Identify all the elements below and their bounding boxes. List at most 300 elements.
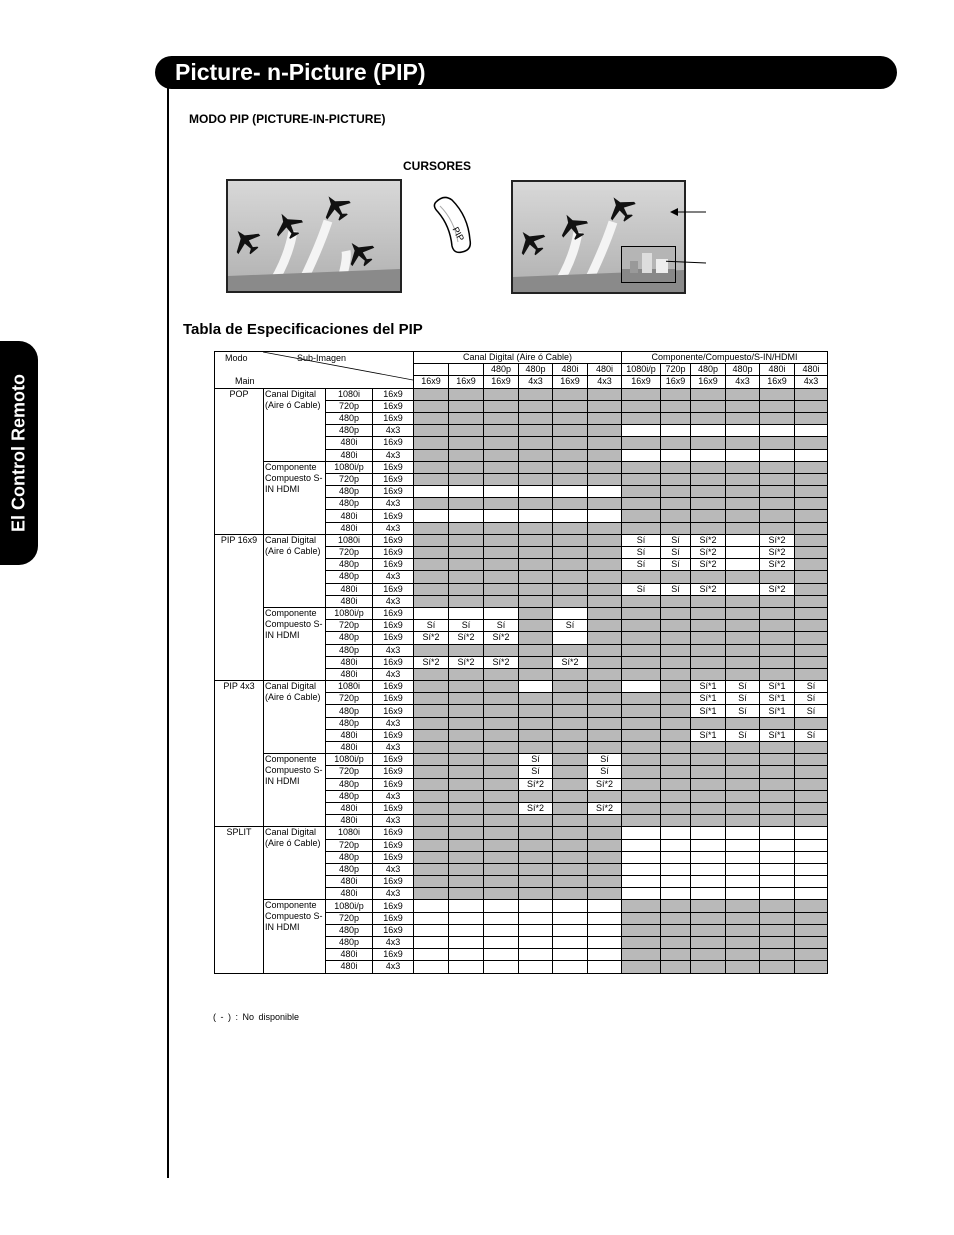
availability-cell (726, 425, 760, 437)
unavailable-cell (414, 559, 449, 571)
unavailable-cell (449, 571, 484, 583)
main-aspect-cell: 16x9 (373, 766, 414, 778)
unavailable-cell (795, 510, 828, 522)
unavailable-cell (691, 900, 726, 912)
main-resolution-cell: 480i (326, 949, 373, 961)
unavailable-cell (414, 534, 449, 546)
main-header: Main (235, 375, 255, 386)
unavailable-cell (519, 742, 553, 754)
unavailable-cell (553, 571, 588, 583)
main-aspect-cell: 16x9 (373, 754, 414, 766)
main-resolution-cell: 480i (326, 522, 373, 534)
availability-cell (553, 486, 588, 498)
unavailable-cell (553, 754, 588, 766)
availability-cell (760, 863, 795, 875)
availability-cell (449, 949, 484, 961)
unavailable-cell (519, 583, 553, 595)
unavailable-cell (484, 571, 519, 583)
res-header: 720p (661, 364, 691, 376)
main-aspect-cell: 4x3 (373, 595, 414, 607)
unavailable-cell (588, 851, 622, 863)
main-aspect-cell: 4x3 (373, 961, 414, 973)
main-aspect-cell: 16x9 (373, 705, 414, 717)
availability-cell: Sí (661, 547, 691, 559)
availability-cell (760, 851, 795, 863)
unavailable-cell (553, 815, 588, 827)
main-resolution-cell: 480p (326, 924, 373, 936)
unavailable-cell (553, 583, 588, 595)
unavailable-cell (484, 388, 519, 400)
availability-cell (622, 425, 661, 437)
main-aspect-cell: 4x3 (373, 668, 414, 680)
main-resolution-cell: 480i (326, 729, 373, 741)
main-aspect-cell: 16x9 (373, 802, 414, 814)
unavailable-cell (760, 717, 795, 729)
unavailable-cell (795, 949, 828, 961)
unavailable-cell (553, 839, 588, 851)
main-resolution-cell: 480p (326, 644, 373, 656)
res-header: 480i (553, 364, 588, 376)
unavailable-cell (588, 827, 622, 839)
unavailable-cell (519, 668, 553, 680)
unavailable-cell (519, 863, 553, 875)
unavailable-cell (588, 681, 622, 693)
unavailable-cell (691, 510, 726, 522)
unavailable-cell (726, 388, 760, 400)
main-aspect-cell: 16x9 (373, 388, 414, 400)
availability-cell (519, 486, 553, 498)
availability-cell (760, 876, 795, 888)
availability-cell (519, 937, 553, 949)
availability-cell (414, 912, 449, 924)
unavailable-cell (414, 778, 449, 790)
unavailable-cell (622, 437, 661, 449)
unavailable-cell (622, 522, 661, 534)
unavailable-cell (553, 742, 588, 754)
main-resolution-cell: 480p (326, 412, 373, 424)
main-aspect-cell: 16x9 (373, 510, 414, 522)
unavailable-cell (484, 425, 519, 437)
availability-cell (691, 839, 726, 851)
unavailable-cell (726, 620, 760, 632)
main-aspect-cell: 16x9 (373, 924, 414, 936)
unavailable-cell (484, 583, 519, 595)
unavailable-cell (449, 522, 484, 534)
unavailable-cell (760, 437, 795, 449)
availability-cell: Sí*1 (760, 729, 795, 741)
unavailable-cell (414, 888, 449, 900)
unavailable-cell (726, 790, 760, 802)
main-aspect-cell: 16x9 (373, 534, 414, 546)
unavailable-cell (449, 412, 484, 424)
unavailable-cell (661, 717, 691, 729)
aspect-header: 4x3 (588, 376, 622, 388)
source-cell: Componente Compuesto S-IN HDMI (264, 607, 326, 680)
unavailable-cell (553, 449, 588, 461)
main-aspect-cell: 4x3 (373, 644, 414, 656)
main-aspect-cell: 4x3 (373, 449, 414, 461)
aspect-header: 4x3 (726, 376, 760, 388)
unavailable-cell (622, 937, 661, 949)
unavailable-cell (795, 461, 828, 473)
main-aspect-cell: 16x9 (373, 900, 414, 912)
unavailable-cell (760, 632, 795, 644)
unavailable-cell (519, 888, 553, 900)
availability-cell: Sí (661, 534, 691, 546)
main-aspect-cell: 16x9 (373, 473, 414, 485)
main-resolution-cell: 720p (326, 766, 373, 778)
availability-cell: Sí*2 (414, 632, 449, 644)
availability-cell (622, 876, 661, 888)
unavailable-cell (691, 949, 726, 961)
unavailable-cell (726, 815, 760, 827)
main-resolution-cell: 480i (326, 742, 373, 754)
main-aspect-cell: 16x9 (373, 547, 414, 559)
unavailable-cell (795, 388, 828, 400)
unavailable-cell (519, 388, 553, 400)
unavailable-cell (691, 961, 726, 973)
unavailable-cell (449, 449, 484, 461)
main-resolution-cell: 1080i (326, 534, 373, 546)
table-row (215, 388, 828, 400)
unavailable-cell (760, 656, 795, 668)
main-resolution-cell: 480i (326, 815, 373, 827)
unavailable-cell (691, 437, 726, 449)
availability-cell: Sí (795, 681, 828, 693)
availability-cell (726, 583, 760, 595)
unavailable-cell (519, 449, 553, 461)
availability-cell: Sí*2 (449, 632, 484, 644)
unavailable-cell (449, 876, 484, 888)
source-cell: Canal Digital (Aire ó Cable) (264, 534, 326, 607)
unavailable-cell (795, 400, 828, 412)
unavailable-cell (795, 607, 828, 619)
main-resolution-cell: 480p (326, 486, 373, 498)
availability-cell (795, 876, 828, 888)
main-aspect-cell: 16x9 (373, 437, 414, 449)
availability-cell (519, 510, 553, 522)
table-corner-header (215, 352, 414, 389)
unavailable-cell (449, 729, 484, 741)
availability-cell: Sí*2 (588, 778, 622, 790)
unavailable-cell (519, 461, 553, 473)
source-cell: Canal Digital (Aire ó Cable) (264, 388, 326, 461)
unavailable-cell (484, 681, 519, 693)
unavailable-cell (553, 400, 588, 412)
main-aspect-cell: 16x9 (373, 851, 414, 863)
unavailable-cell (484, 595, 519, 607)
unavailable-cell (691, 937, 726, 949)
main-resolution-cell: 1080i (326, 827, 373, 839)
unavailable-cell (622, 693, 661, 705)
source-cell: Canal Digital (Aire ó Cable) (264, 827, 326, 900)
unavailable-cell (661, 437, 691, 449)
unavailable-cell (795, 766, 828, 778)
main-aspect-cell: 16x9 (373, 412, 414, 424)
unavailable-cell (484, 668, 519, 680)
margin-rule (167, 88, 169, 1178)
unavailable-cell (553, 559, 588, 571)
unavailable-cell (588, 437, 622, 449)
main-resolution-cell: 720p (326, 473, 373, 485)
unavailable-cell (588, 815, 622, 827)
availability-cell (622, 681, 661, 693)
unavailable-cell (760, 912, 795, 924)
unavailable-cell (760, 461, 795, 473)
unavailable-cell (519, 656, 553, 668)
unavailable-cell (414, 790, 449, 802)
main-aspect-cell: 16x9 (373, 827, 414, 839)
unavailable-cell (726, 766, 760, 778)
unavailable-cell (484, 412, 519, 424)
availability-cell (588, 510, 622, 522)
availability-cell (760, 425, 795, 437)
unavailable-cell (726, 607, 760, 619)
main-resolution-cell: 480i (326, 583, 373, 595)
unavailable-cell (622, 656, 661, 668)
availability-cell (691, 449, 726, 461)
availability-cell (553, 924, 588, 936)
availability-cell (449, 937, 484, 949)
availability-cell: Sí*2 (691, 534, 726, 546)
availability-cell (414, 900, 449, 912)
unavailable-cell (484, 876, 519, 888)
unavailable-cell (726, 802, 760, 814)
availability-cell (449, 961, 484, 973)
aspect-header: 16x9 (661, 376, 691, 388)
unavailable-cell (795, 632, 828, 644)
unavailable-cell (414, 766, 449, 778)
availability-cell (661, 876, 691, 888)
unavailable-cell (449, 400, 484, 412)
unavailable-cell (760, 802, 795, 814)
unavailable-cell (622, 924, 661, 936)
unavailable-cell (414, 498, 449, 510)
unavailable-cell (449, 473, 484, 485)
main-resolution-cell: 480p (326, 632, 373, 644)
unavailable-cell (760, 900, 795, 912)
unavailable-cell (519, 790, 553, 802)
unavailable-cell (588, 449, 622, 461)
availability-cell: Sí (661, 583, 691, 595)
unavailable-cell (661, 949, 691, 961)
unavailable-cell (622, 900, 661, 912)
unavailable-cell (588, 656, 622, 668)
availability-cell: Sí (622, 559, 661, 571)
availability-cell: Sí (726, 693, 760, 705)
unavailable-cell (661, 632, 691, 644)
unavailable-cell (622, 595, 661, 607)
unavailable-cell (519, 815, 553, 827)
table-row (215, 900, 828, 912)
unavailable-cell (795, 583, 828, 595)
main-resolution-cell: 480p (326, 851, 373, 863)
unavailable-cell (726, 900, 760, 912)
availability-cell (414, 961, 449, 973)
unavailable-cell (484, 449, 519, 461)
unavailable-cell (622, 473, 661, 485)
unavailable-cell (449, 705, 484, 717)
unavailable-cell (519, 437, 553, 449)
main-resolution-cell: 480i (326, 888, 373, 900)
unavailable-cell (760, 510, 795, 522)
unavailable-cell (449, 778, 484, 790)
aspect-header: 16x9 (622, 376, 661, 388)
unavailable-cell (553, 729, 588, 741)
main-aspect-cell: 4x3 (373, 571, 414, 583)
main-aspect-cell: 4x3 (373, 815, 414, 827)
main-aspect-cell: 4x3 (373, 498, 414, 510)
unavailable-cell (622, 607, 661, 619)
main-resolution-cell: 480i (326, 449, 373, 461)
unavailable-cell (622, 766, 661, 778)
table-row (215, 461, 828, 473)
unavailable-cell (414, 754, 449, 766)
unavailable-cell (553, 876, 588, 888)
unavailable-cell (691, 778, 726, 790)
unavailable-cell (588, 559, 622, 571)
unavailable-cell (661, 937, 691, 949)
availability-cell (519, 900, 553, 912)
unavailable-cell (795, 571, 828, 583)
unavailable-cell (484, 778, 519, 790)
aspect-header: 4x3 (795, 376, 828, 388)
unavailable-cell (519, 620, 553, 632)
res-header: 480i (588, 364, 622, 376)
unavailable-cell (661, 668, 691, 680)
unavailable-cell (726, 949, 760, 961)
mode-cell: PIP 4x3 (215, 681, 264, 827)
unavailable-cell (449, 547, 484, 559)
unavailable-cell (414, 388, 449, 400)
mode-cell: POP (215, 388, 264, 534)
unavailable-cell (553, 802, 588, 814)
unavailable-cell (661, 461, 691, 473)
unavailable-cell (588, 607, 622, 619)
res-header: 480i (760, 364, 795, 376)
unavailable-cell (484, 705, 519, 717)
unavailable-cell (691, 473, 726, 485)
aspect-header: 4x3 (519, 376, 553, 388)
main-resolution-cell: 1080i/p (326, 607, 373, 619)
callout-arrows (666, 200, 708, 270)
availability-cell (449, 900, 484, 912)
unavailable-cell (726, 461, 760, 473)
availability-cell (795, 449, 828, 461)
availability-cell (726, 888, 760, 900)
unavailable-cell (484, 400, 519, 412)
unavailable-cell (519, 498, 553, 510)
availability-cell: Sí*2 (760, 534, 795, 546)
unavailable-cell (691, 632, 726, 644)
main-resolution-cell: 480p (326, 559, 373, 571)
unavailable-cell (726, 473, 760, 485)
unavailable-cell (484, 522, 519, 534)
unavailable-cell (661, 400, 691, 412)
unavailable-cell (760, 498, 795, 510)
unavailable-cell (588, 522, 622, 534)
unavailable-cell (661, 766, 691, 778)
unavailable-cell (691, 668, 726, 680)
availability-cell (484, 949, 519, 961)
main-resolution-cell: 1080i (326, 388, 373, 400)
unavailable-cell (661, 900, 691, 912)
unavailable-cell (661, 802, 691, 814)
unavailable-cell (760, 412, 795, 424)
source-cell: Canal Digital (Aire ó Cable) (264, 681, 326, 754)
unavailable-cell (760, 949, 795, 961)
unavailable-cell (519, 571, 553, 583)
main-aspect-cell: 4x3 (373, 888, 414, 900)
availability-cell (484, 937, 519, 949)
unavailable-cell (553, 851, 588, 863)
availability-cell (588, 486, 622, 498)
unavailable-cell (484, 790, 519, 802)
main-aspect-cell: 16x9 (373, 729, 414, 741)
main-resolution-cell: 480p (326, 937, 373, 949)
availability-cell (691, 425, 726, 437)
main-aspect-cell: 16x9 (373, 620, 414, 632)
unavailable-cell (484, 498, 519, 510)
availability-cell (622, 863, 661, 875)
availability-cell (661, 449, 691, 461)
mode-cell: SPLIT (215, 827, 264, 973)
availability-cell (661, 863, 691, 875)
availability-cell (795, 839, 828, 851)
main-aspect-cell: 16x9 (373, 839, 414, 851)
pip-remote-key (432, 194, 478, 261)
unavailable-cell (449, 790, 484, 802)
main-resolution-cell: 480p (326, 790, 373, 802)
unavailable-cell (414, 449, 449, 461)
unavailable-cell (519, 412, 553, 424)
availability-cell (519, 681, 553, 693)
table-row (215, 754, 828, 766)
unavailable-cell (484, 644, 519, 656)
aspect-header: 16x9 (484, 376, 519, 388)
main-resolution-cell: 480p (326, 705, 373, 717)
main-resolution-cell: 480p (326, 571, 373, 583)
unavailable-cell (414, 705, 449, 717)
availability-cell (519, 961, 553, 973)
unavailable-cell (622, 912, 661, 924)
unavailable-cell (553, 498, 588, 510)
group-header-component: Componente/Compuesto/S-IN/HDMI (622, 352, 828, 364)
unavailable-cell (795, 815, 828, 827)
unavailable-cell (449, 668, 484, 680)
unavailable-cell (661, 961, 691, 973)
unavailable-cell (553, 693, 588, 705)
unavailable-cell (760, 815, 795, 827)
availability-cell: Sí (726, 729, 760, 741)
source-cell: Componente Compuesto S-IN HDMI (264, 900, 326, 973)
res-header: 480p (484, 364, 519, 376)
availability-cell: Sí (795, 693, 828, 705)
unavailable-cell (661, 644, 691, 656)
main-resolution-cell: 1080i/p (326, 900, 373, 912)
unavailable-cell (760, 522, 795, 534)
availability-cell: Sí*1 (760, 705, 795, 717)
availability-cell: Sí*2 (484, 656, 519, 668)
source-cell: Componente Compuesto S-IN HDMI (264, 754, 326, 827)
unavailable-cell (691, 742, 726, 754)
main-resolution-cell: 720p (326, 400, 373, 412)
availability-cell (661, 827, 691, 839)
unavailable-cell (588, 705, 622, 717)
unavailable-cell (691, 412, 726, 424)
availability-cell (760, 827, 795, 839)
unavailable-cell (726, 632, 760, 644)
